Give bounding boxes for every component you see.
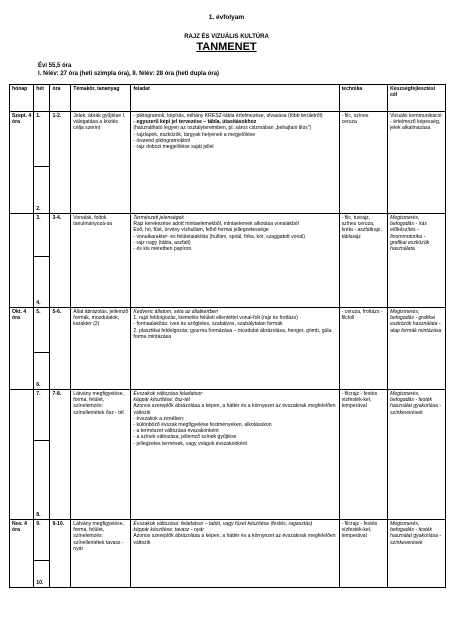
- topic-cell: Látvány megfigyelése, forma, felület, színelemzés: színellentétek tavasz - nyár: [71, 520, 131, 588]
- hour-cell: 5-6.: [50, 308, 71, 390]
- skill-cell: Megismerés, befogadás - grafikai eszközök használata - alap formák mintázása: [388, 308, 446, 390]
- table-row: [10, 308, 446, 353]
- skill-cell: Megismerés, befogadás - írás előkészítés - finommotorika - grafikai eszközök használata: [388, 214, 446, 308]
- task-line: Kedvenc állatom, séta az állatkertben: [133, 309, 219, 315]
- task-line: - a természet változása évszakonként: [133, 428, 219, 435]
- task-cell: [131, 112, 339, 214]
- task-cell: [131, 390, 339, 520]
- task-cell: [131, 214, 339, 308]
- task-line: - órarend piktogramokból: [133, 137, 191, 144]
- task-line: Rajz kerekezése adott mintaelemekből, mintaelemek alkotása vonalakból: [133, 221, 299, 228]
- task-line: - formaalakítás: íves és szögletes, szabályos, szabálytalan formák: [133, 321, 283, 328]
- skill-cell: Megismerés, befogadás - festék használat gyakorlása - színkeverések: [388, 390, 446, 520]
- task-line: - rajz nagy (tábla, aszfalt): [133, 239, 191, 246]
- week-cell: 6.: [34, 353, 50, 390]
- technique-cell: - ceruza, frottázs - filctoll: [339, 308, 388, 390]
- week-cell: 2.: [34, 167, 50, 214]
- task-line: képpár készítése: ősz-tél: [133, 397, 190, 404]
- task-line: Azonos szereplők ábrázolása a képen, a háttér és a környezet az évszaknak megfelelően változik: [133, 533, 336, 546]
- week-cell: 1.: [34, 112, 50, 167]
- task-cell: [131, 520, 339, 588]
- table-header-row: [10, 85, 446, 112]
- month-cell: Okt. 4 óra: [10, 308, 34, 390]
- month-cell: [10, 214, 34, 308]
- topic-cell: Látvány megfigyelése, forma, felület, színelemzés: színellentétek ősz - tél: [71, 390, 131, 520]
- column-header: feladat: [131, 85, 339, 112]
- topic-cell: Állat ábrázolás, jellemző formák, mozdulatok, karakter (2): [71, 308, 131, 390]
- task-line: - piktogramok, képírás, néhány KRESZ-tábla értelmezése, olvasása (több területről): [133, 113, 323, 119]
- term-hours: I. félév: 27 óra (heti szimpla óra), II. félév: 28 óra (heti dupla óra): [38, 71, 220, 77]
- task-line: - rajz dobozi megjelölése saját jellel: [133, 144, 214, 151]
- week-cell: 5.: [34, 308, 50, 353]
- table-row: [10, 214, 446, 257]
- task-line: képpár készítése: tavasz - nyár: [133, 527, 204, 534]
- column-header: Témakör, tananyag: [71, 85, 131, 112]
- hour-cell: 1-2.: [50, 112, 71, 214]
- technique-cell: - filcrajz - festés vízfesték-kel, temperával: [339, 520, 388, 588]
- skill-cell: Vizuális kommunikáció - értelmező képesség, jelek alkalmazása: [388, 112, 446, 214]
- task-line: Természeti jelenségek: [133, 215, 184, 221]
- task-line: Évszakok változása: feladatsor – tabló, vagy füzet készítése (festés, ragasztás): [133, 521, 313, 527]
- task-line: Eső, hó, fűst, örvény vízhullám, felhő formai jellegzetessége: [133, 227, 269, 234]
- column-header: technika: [339, 85, 388, 112]
- table-row: [10, 390, 446, 441]
- technique-cell: - filc, színes ceruza: [339, 112, 388, 214]
- task-line: - vonalkarakter- és felületalakítás (hullám, spirál, firka, kör, szaggatott vonal): [133, 233, 305, 240]
- task-line: Évszakok változása feladatsor:: [133, 391, 204, 397]
- week-cell: 10.: [34, 561, 50, 588]
- task-line: - egyszerű képi jel tervezése – tábla, útasításokhoz: [133, 119, 257, 126]
- document-title: TANMENET: [196, 41, 257, 53]
- column-header: hónap: [10, 85, 34, 112]
- task-line: - a színek változása, jellemző színek gyűjtése: [133, 434, 237, 441]
- task-cell: [131, 308, 339, 390]
- topic-cell: Vonalak, foltok tanulmányozá-sa: [71, 214, 131, 308]
- week-cell: 7.: [34, 390, 50, 441]
- task-line: - jellegzetes termések, vagy virágok évszakonként: [133, 440, 247, 447]
- subject-heading: RAJZ ÉS VIZUÁLIS KULTÚRA: [184, 34, 269, 40]
- hour-cell: 7-8.: [50, 390, 71, 520]
- task-line: - és kis méretben papíron.: [133, 246, 193, 253]
- week-cell: 9.: [34, 520, 50, 561]
- skill-cell: Megismerés, befogadás - festék használat gyakorlása - színkeverések: [388, 520, 446, 588]
- week-cell: 4.: [34, 257, 50, 308]
- hour-cell: 3-4.: [50, 214, 71, 308]
- task-line: Azonos szereplők ábrázolása a képen, a háttér és a környezet az évszaknak megfelelően változik: [133, 403, 336, 416]
- technique-cell: - filc, tusrajz, színes ceruza, kréta - aszfaltrajz, táblarajz: [339, 214, 388, 308]
- task-line: - évszakok a zenében:: [133, 415, 185, 422]
- hour-cell: 9-10.: [50, 520, 71, 588]
- column-header: Készségfejlesztési cél: [388, 85, 446, 112]
- grade-heading: 1. évfolyam: [208, 14, 245, 21]
- task-line: - rajzlapok, eszközök, tárgyak helyének a megjelölése: [133, 131, 256, 138]
- task-line: (használható legyen az osztálytereimben, pl. sáros csizmában „behajtani tilos”): [133, 125, 312, 132]
- month-cell: [10, 390, 34, 520]
- technique-cell: - filcrajz - festés vízfesték-kel, temperával: [339, 390, 388, 520]
- year-hours: Évi 55,5 óra: [38, 63, 72, 69]
- syllabus-table: [9, 84, 446, 588]
- table-row: [10, 112, 446, 167]
- topic-cell: Jelek, ábrák gyűjtése I. válogatása a közlés célja szerint: [71, 112, 131, 214]
- column-header: hét: [34, 85, 50, 112]
- task-line: - különböző évszak megfigyelése festményeken, alkotásokon: [133, 422, 272, 429]
- table-row: [10, 520, 446, 561]
- task-line: 1. rajzi feldolgozás, kiemelés felületi ellentéttel vonal-folt (rajz és frottázs): [133, 315, 298, 322]
- column-header: óra: [50, 85, 71, 112]
- week-cell: 8.: [34, 441, 50, 520]
- week-cell: 3.: [34, 214, 50, 257]
- month-cell: Szept. 4 óra: [10, 112, 34, 214]
- month-cell: Nov. 4 óra: [10, 520, 34, 588]
- task-line: 2. plasztikai feldolgozás; gyurma formázása – mozdulat ábrázolása, henger, gömb, gúla forma mintázása: [133, 327, 332, 340]
